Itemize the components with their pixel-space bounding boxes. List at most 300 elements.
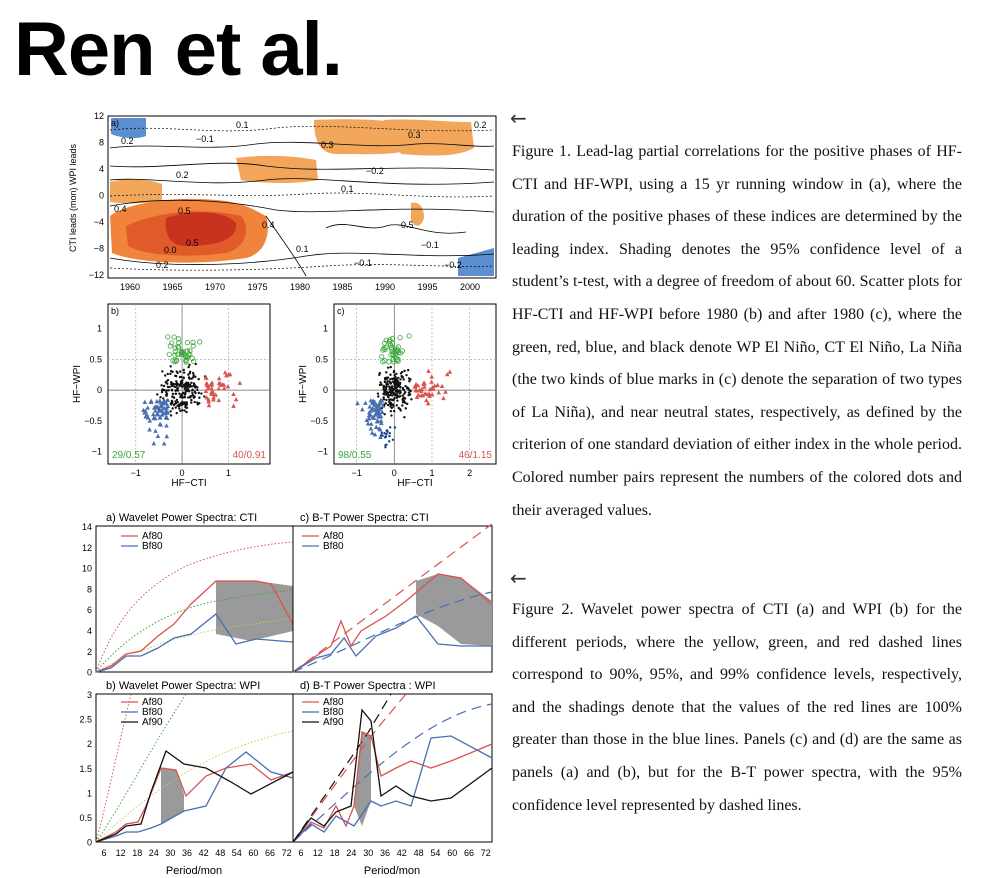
panel-a-contour-map (68, 111, 496, 292)
scatter-point (166, 383, 168, 385)
ytick-label: 0.5 (315, 354, 328, 365)
scatter-point (388, 440, 390, 442)
scatter-point (190, 382, 192, 384)
scatter-point (191, 392, 193, 394)
scatter-point (404, 397, 406, 399)
panel-c-scatter (298, 304, 496, 489)
xtick-label: 1965 (162, 282, 183, 292)
scatter-point (168, 389, 170, 391)
ytick-label: 1.5 (79, 763, 92, 774)
fig2-b-legend-bf80: Bf80 (142, 707, 163, 718)
ytick-label: 0.5 (79, 813, 92, 823)
scatter-point (184, 392, 186, 394)
ytick-label: 0 (322, 385, 328, 396)
contour-label: 0.4 (262, 220, 275, 230)
scatter-point (393, 371, 395, 373)
scatter-point (173, 403, 175, 405)
ytick-label: 0.5 (89, 354, 102, 365)
contour-label: 0.2 (156, 260, 169, 270)
xtick-label: 12 (312, 848, 323, 858)
xtick-label: 0 (179, 468, 185, 478)
contour-label: 0.1 (296, 244, 309, 254)
scatter-point (183, 369, 185, 371)
contour-label: −0.2 (366, 166, 384, 176)
scatter-point (197, 378, 199, 380)
scatter-point (182, 392, 184, 394)
scatter-point (176, 388, 178, 390)
scatter-point (379, 384, 381, 386)
contour-label: −0.2 (444, 260, 462, 270)
scatter-point (188, 364, 190, 366)
ytick-label: −4 (93, 217, 104, 227)
scatter-point (181, 403, 183, 405)
xtick-label: 36 (379, 848, 391, 858)
scatter-point (197, 403, 199, 405)
ytick-label: 4 (98, 164, 104, 174)
xtick-label: 42 (198, 848, 209, 858)
ytick-label: −12 (88, 270, 104, 280)
scatter-point (181, 401, 183, 403)
scatter-point (185, 381, 187, 383)
ytick-label: 2.5 (79, 714, 92, 725)
figure-2-caption: Figure 2. Wavelet power spectra of CTI (a) and WPI (b) for the different periods, where the yellow, green, and red dashed lines correspond to 90%, 95%, and 99% confidence levels, respectively, and the shadings denote that the values of the red lines are 100% greater than those in the blue lines. Panels (c) and (d) are the same as panels (a) and (b), but for the B-T power spectra, with the 95% confidence level represented by dashed lines. (512, 601, 962, 814)
panel-c-ylabel: HF−WPI (298, 364, 309, 404)
scatter-point (187, 366, 189, 368)
scatter-point (402, 401, 404, 403)
xtick-label: 1 (429, 468, 435, 478)
fig2-xlabel-right: Period/mon (363, 865, 421, 877)
scatter-point (394, 426, 396, 428)
scatter-point (169, 410, 171, 412)
ytick-label: 3 (86, 690, 92, 700)
ytick-label: 2 (86, 739, 92, 750)
scatter-point (167, 379, 169, 381)
ytick-label: 1 (86, 788, 92, 799)
scatter-point (165, 389, 167, 391)
panel-b-xlabel: HF−CTI (171, 478, 207, 489)
panel-b-label: b) (111, 306, 120, 316)
xtick-label: 48 (215, 848, 226, 858)
contour-label: 0.2 (121, 136, 134, 146)
scatter-point (194, 401, 196, 403)
scatter-point (399, 386, 401, 388)
panel-c-red-pair: 46/1.15 (458, 450, 492, 461)
fig2-d-legend-af80: Af80 (323, 697, 344, 708)
scatter-point (396, 395, 398, 397)
scatter-point (385, 377, 387, 379)
scatter-point (390, 414, 392, 416)
scatter-point (193, 395, 195, 397)
panel-b-scatter (72, 304, 270, 489)
scatter-point (393, 410, 395, 412)
scatter-point (177, 401, 179, 403)
scatter-point (176, 384, 178, 386)
scatter-point (192, 374, 194, 376)
scatter-point (169, 365, 171, 367)
scatter-point (180, 376, 182, 378)
scatter-point (391, 394, 393, 396)
scatter-point (170, 370, 172, 372)
scatter-point (405, 374, 407, 376)
scatter-point (196, 389, 198, 391)
xtick-label: 18 (132, 848, 143, 858)
scatter-point (403, 389, 405, 391)
figure-1 (66, 108, 500, 498)
scatter-point (404, 385, 406, 387)
scatter-point (179, 370, 181, 372)
xtick-label: 42 (396, 848, 407, 858)
scatter-point (410, 398, 412, 400)
scatter-point (182, 376, 184, 378)
xtick-label: 1990 (374, 282, 396, 292)
panel-c-green-pair: 98/0.55 (338, 450, 372, 461)
panel-b-ylabel: HF−WPI (72, 364, 83, 404)
scatter-point (396, 399, 398, 401)
scatter-point (387, 366, 389, 368)
scatter-point (192, 389, 194, 391)
scatter-point (377, 395, 379, 397)
scatter-point (171, 389, 173, 391)
scatter-point (404, 391, 406, 393)
fig2-a-legend-bf80: Bf80 (142, 541, 163, 552)
xtick-label: 66 (463, 848, 475, 858)
scatter-point (183, 371, 185, 373)
xtick-label: 1960 (119, 282, 141, 292)
scatter-point (171, 407, 173, 409)
scatter-point (184, 384, 186, 386)
scatter-point (190, 395, 192, 397)
fig2-panel-c-title: c) B-T Power Spectra: CTI (300, 512, 429, 524)
scatter-point (393, 388, 395, 390)
ytick-label: −0.5 (84, 415, 102, 426)
panel-c-xlabel: HF−CTI (397, 478, 433, 489)
contour-label: 0.3 (321, 140, 334, 150)
xtick-label: 1970 (204, 282, 226, 292)
scatter-point (401, 398, 403, 400)
figure-2 (66, 506, 500, 878)
scatter-point (203, 395, 205, 397)
xtick-label: −1 (130, 468, 141, 478)
panel-b-red-pair: 40/0.91 (232, 450, 266, 461)
scatter-point (165, 395, 167, 397)
scatter-point (190, 399, 192, 401)
scatter-point (391, 378, 393, 380)
scatter-point (384, 446, 386, 448)
scatter-point (379, 372, 381, 374)
scatter-point (383, 385, 385, 387)
scatter-point (161, 391, 163, 393)
scatter-point (176, 412, 178, 414)
ytick-label: −8 (93, 243, 104, 254)
contour-label: 0.4 (114, 204, 127, 214)
scatter-point (389, 432, 391, 434)
xtick-label: 66 (264, 848, 276, 858)
ytick-label: 10 (81, 563, 92, 574)
contour-label: 0.1 (236, 120, 249, 130)
scatter-point (387, 404, 389, 406)
panel-a-label: a) (111, 118, 120, 128)
scatter-point (390, 404, 392, 406)
scatter-point (392, 399, 394, 401)
scatter-point (408, 389, 410, 391)
ytick-label: −0.5 (310, 415, 328, 426)
scatter-point (156, 393, 158, 395)
ytick-label: −1 (317, 446, 328, 457)
arrow-icon: ← (510, 106, 527, 130)
scatter-point (181, 382, 183, 384)
scatter-point (385, 383, 387, 385)
scatter-point (408, 377, 410, 379)
fig2-panel-d (293, 680, 492, 842)
xtick-label: 48 (413, 848, 424, 858)
xtick-label: 36 (181, 848, 193, 858)
figure-1-caption: Figure 1. Lead-lag partial correlations for the positive phases of HF-CTI and HF-WPI, using a 15 yr running window in (a), where the duration of the positive phases of these indices are determined by the leading index. Shading denotes the 95% confidence level of a student’s t-test, with a degree of freedom of about 60. Scatter plots for HF-CTI and HF-WPI before 1980 (b) and after 1980 (c), where the green, red, blue, and black denote WP El Niño, CT El Niño, La Niña (the two kinds of blue marks in (c) denote the separation of two types of La Niña), and near neutral states, respectively, as defined by the criterion of one standard deviation of either index in the whole period. Colored number pairs represent the numbers of the colored dots and their averaged values. (512, 143, 962, 519)
scatter-point (401, 376, 403, 378)
panel-b-green-pair: 29/0.57 (112, 450, 146, 461)
scatter-point (174, 393, 176, 395)
scatter-point (398, 389, 400, 391)
scatter-point (385, 429, 387, 431)
ytick-label: 0 (98, 190, 104, 201)
scatter-point (192, 372, 194, 374)
fig2-panel-d-title: d) B-T Power Spectra : WPI (300, 680, 436, 692)
xtick-label: 0 (391, 468, 397, 478)
ytick-label: 8 (98, 137, 104, 148)
xtick-label: 60 (447, 848, 458, 858)
scatter-point (176, 399, 178, 401)
fig2-panel-c (293, 512, 492, 672)
contour-label: 0.5 (401, 220, 414, 230)
scatter-point (161, 370, 163, 372)
scatter-point (388, 394, 390, 396)
scatter-point (188, 376, 190, 378)
xtick-label: 6 (298, 848, 304, 858)
xtick-label: 2 (467, 468, 473, 478)
scatter-point (399, 383, 401, 385)
scatter-point (185, 411, 187, 413)
scatter-point (396, 404, 398, 406)
scatter-point (381, 432, 383, 434)
scatter-point (385, 386, 387, 388)
scatter-point (169, 373, 171, 375)
fig2-c-legend-bf80: Bf80 (323, 541, 344, 552)
scatter-point (175, 406, 177, 408)
fig2-d-legend-af90: Af90 (323, 717, 344, 728)
scatter-point (163, 385, 165, 387)
xtick-label: 24 (346, 848, 357, 858)
ytick-label: 1 (322, 323, 328, 334)
scatter-point (389, 374, 391, 376)
scatter-point (176, 372, 178, 374)
scatter-point (189, 372, 191, 374)
ytick-label: 0 (86, 837, 92, 848)
ytick-label: 6 (86, 605, 92, 616)
arrow-icon: ← (510, 566, 527, 590)
scatter-point (399, 378, 401, 380)
scatter-point (186, 401, 188, 403)
scatter-point (380, 434, 382, 436)
ytick-label: −1 (91, 446, 102, 457)
xtick-label: 1975 (247, 282, 268, 292)
xtick-label: 30 (165, 848, 176, 858)
ytick-label: 8 (86, 584, 92, 595)
scatter-point (409, 393, 411, 395)
ytick-label: 12 (81, 542, 92, 553)
scatter-point (400, 409, 402, 411)
scatter-point (170, 402, 172, 404)
ytick-label: 0 (86, 667, 92, 678)
fig2-d-legend-bf80: Bf80 (323, 707, 344, 718)
scatter-point (388, 435, 390, 437)
scatter-point (405, 407, 407, 409)
xtick-label: −1 (351, 468, 362, 478)
scatter-point (385, 436, 387, 438)
scatter-point (399, 392, 401, 394)
fig2-panel-a-title: a) Wavelet Power Spectra: CTI (106, 512, 258, 524)
contour-label: 0.3 (408, 130, 421, 140)
scatter-point (179, 410, 181, 412)
xtick-label: 1 (225, 468, 231, 478)
scatter-point (192, 376, 194, 378)
scatter-point (395, 381, 397, 383)
scatter-point (382, 396, 384, 398)
ytick-label: 0 (96, 385, 102, 396)
ytick-label: 2 (86, 646, 92, 657)
xtick-label: 2000 (459, 282, 481, 292)
scatter-point (401, 371, 403, 373)
scatter-point (385, 371, 387, 373)
fig2-a-legend-af80: Af80 (142, 531, 163, 542)
scatter-point (167, 373, 169, 375)
ytick-label: 4 (86, 626, 92, 636)
scatter-point (172, 393, 174, 395)
xtick-label: 72 (281, 848, 292, 858)
xtick-label: 60 (248, 848, 259, 858)
scatter-point (190, 401, 192, 403)
xtick-label: 72 (480, 848, 491, 858)
scatter-point (407, 369, 409, 371)
scatter-point (385, 443, 387, 445)
scatter-point (187, 388, 189, 390)
scatter-point (389, 378, 391, 380)
scatter-point (182, 384, 184, 386)
scatter-point (178, 405, 180, 407)
xtick-label: 18 (329, 848, 340, 858)
scatter-point (183, 409, 185, 411)
ytick-label: 12 (93, 111, 104, 121)
fig2-panel-a (82, 512, 293, 678)
fig2-xlabel-left: Period/mon (165, 865, 223, 877)
scatter-point (392, 439, 394, 441)
scatter-point (200, 392, 202, 394)
scatter-point (187, 384, 189, 386)
scatter-point (389, 426, 391, 428)
scatter-point (395, 387, 397, 389)
scatter-point (175, 375, 177, 377)
panel-c-label: c) (337, 306, 345, 316)
contour-label: 0.5 (178, 206, 191, 216)
fig2-b-legend-af90: Af90 (142, 717, 163, 728)
xtick-label: 54 (231, 848, 242, 858)
scatter-point (170, 414, 172, 416)
scatter-point (189, 384, 191, 386)
xtick-label: 30 (363, 848, 374, 858)
scatter-point (178, 407, 180, 409)
contour-label: 0.5 (186, 238, 199, 248)
contour-label: 0.1 (341, 184, 354, 194)
panel-a-ylabel: CTI leads (mon) WPI leads (68, 143, 78, 253)
scatter-point (390, 410, 392, 412)
scatter-point (397, 407, 399, 409)
scatter-point (186, 403, 188, 405)
contour-label: 0.0 (164, 245, 177, 255)
xtick-label: 1985 (332, 282, 353, 292)
fig2-c-legend-af80: Af80 (323, 531, 344, 542)
scatter-point (164, 374, 166, 376)
scatter-point (385, 433, 387, 435)
fig2-panel-b (79, 680, 293, 848)
scatter-point (403, 378, 405, 380)
scatter-point (185, 386, 187, 388)
scatter-point (160, 384, 162, 386)
scatter-point (383, 391, 385, 393)
scatter-point (194, 392, 196, 394)
ytick-label: 14 (81, 522, 92, 532)
scatter-point (195, 386, 197, 388)
slide-title: Ren et al. (14, 7, 342, 92)
scatter-point (181, 394, 183, 396)
scatter-point (389, 398, 391, 400)
scatter-point (383, 432, 385, 434)
scatter-point (185, 388, 187, 390)
scatter-point (168, 386, 170, 388)
scatter-point (385, 391, 387, 393)
scatter-point (159, 396, 161, 398)
scatter-point (171, 395, 173, 397)
scatter-point (178, 392, 180, 394)
contour-label: 0.2 (176, 170, 189, 180)
scatter-point (390, 382, 392, 384)
scatter-point (388, 385, 390, 387)
contour-label: −0.1 (196, 134, 214, 144)
scatter-point (171, 382, 173, 384)
scatter-point (401, 404, 403, 406)
ytick-label: 1 (96, 323, 102, 334)
scatter-point (399, 395, 401, 397)
scatter-point (194, 376, 196, 378)
scatter-point (408, 380, 410, 382)
scatter-point (183, 395, 185, 397)
xtick-label: 6 (101, 848, 107, 858)
contour-label: 0.2 (474, 120, 487, 130)
scatter-point (403, 370, 405, 372)
scatter-point (388, 401, 390, 403)
xtick-label: 1995 (417, 282, 438, 292)
xtick-label: 24 (148, 848, 159, 858)
scatter-point (403, 416, 405, 418)
scatter-point (176, 382, 178, 384)
xtick-label: 12 (115, 848, 126, 858)
scatter-point (390, 366, 392, 368)
scatter-point (198, 397, 200, 399)
scatter-point (385, 399, 387, 401)
xtick-label: 1980 (289, 282, 311, 292)
scatter-point (406, 403, 408, 405)
contour-label: −0.1 (354, 258, 372, 268)
scatter-point (377, 392, 379, 394)
scatter-point (198, 392, 200, 394)
scatter-point (162, 389, 164, 391)
